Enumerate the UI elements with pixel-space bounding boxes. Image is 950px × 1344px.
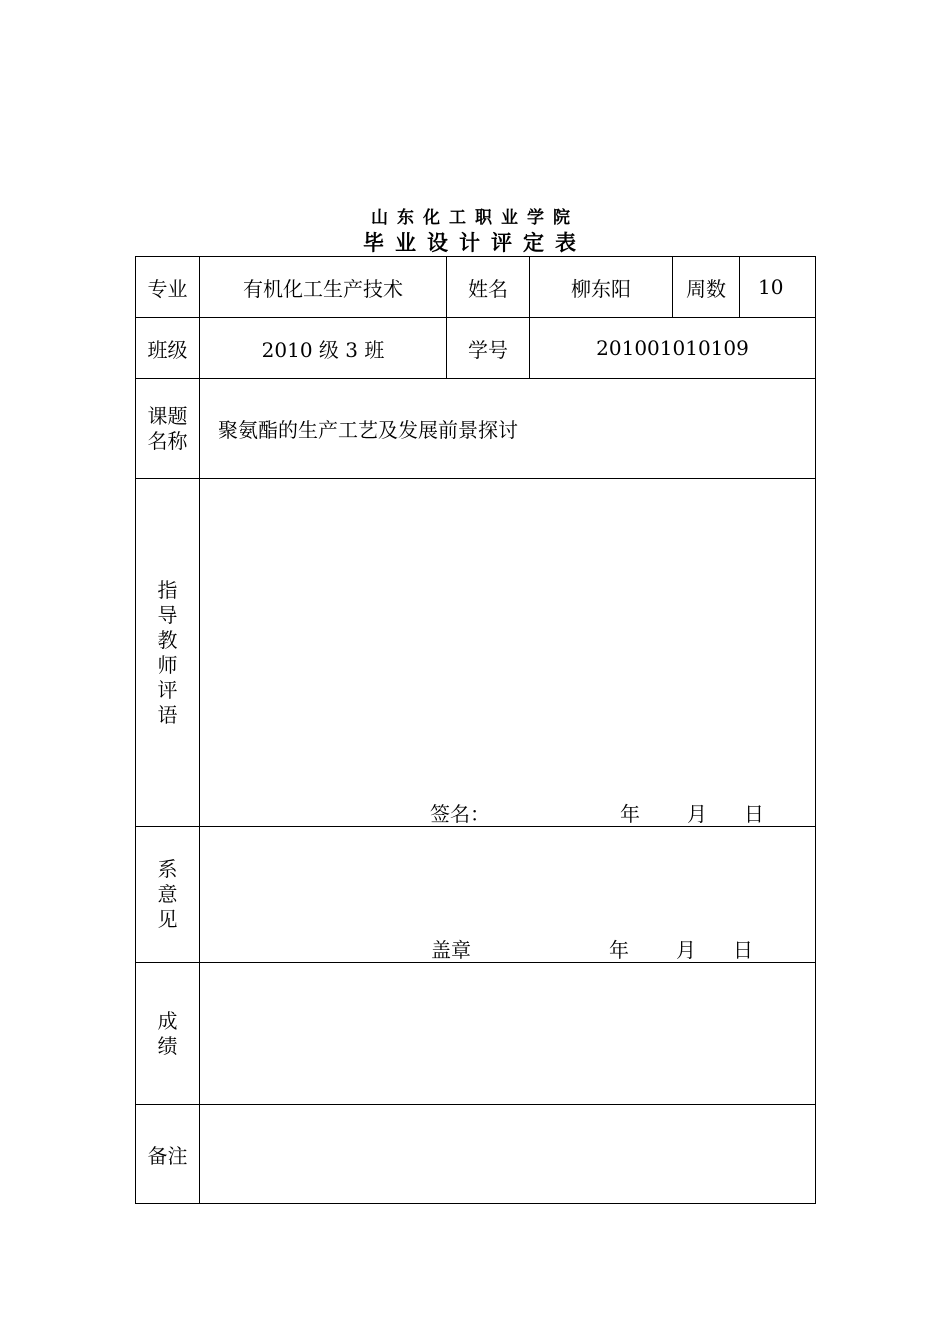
advisor-signature-line [200, 798, 815, 826]
row-class [136, 318, 816, 379]
dept-label-char: 意 [157, 882, 178, 906]
class-label: 班级 [136, 318, 200, 379]
grade-area[interactable] [200, 963, 816, 1105]
form-title: 毕业设计评定表 [363, 231, 587, 255]
student-id-value: 201001010109 [530, 318, 816, 379]
year-label: 年 [609, 938, 629, 962]
day-label: 日 [744, 802, 764, 826]
advisor-label-char: 师 [157, 652, 178, 677]
row-grade [136, 963, 816, 1105]
class-value: 2010 级 3 班 [200, 318, 447, 379]
topic-value: 聚氨酯的生产工艺及发展前景探讨 [200, 379, 816, 479]
weeks-label: 周数 [673, 257, 740, 318]
row-advisor-comments [136, 479, 816, 827]
advisor-label-char: 语 [157, 702, 178, 727]
evaluation-form-table [135, 256, 816, 1204]
weeks-value: 10 [740, 257, 816, 318]
dept-label-char: 系 [157, 857, 178, 881]
topic-label-line1: 课题 [147, 403, 188, 428]
day-label: 日 [733, 938, 753, 962]
dept-label-char: 见 [157, 907, 178, 931]
row-major [136, 257, 816, 318]
row-remarks [136, 1105, 816, 1204]
department-opinion-label [136, 827, 200, 963]
department-stamp-line [200, 934, 815, 962]
department-opinion-area[interactable] [200, 827, 816, 963]
grade-label [136, 963, 200, 1105]
name-value: 柳东阳 [530, 257, 673, 318]
stamp-label: 盖章 [431, 938, 471, 962]
remarks-label: 备注 [136, 1105, 200, 1204]
school-name: 山东化工职业学院 [371, 208, 579, 228]
major-value: 有机化工生产技术 [200, 257, 447, 318]
remarks-area[interactable] [200, 1105, 816, 1204]
row-topic [136, 379, 816, 479]
advisor-label-char: 导 [157, 602, 178, 627]
month-label: 月 [687, 802, 707, 826]
topic-label [136, 379, 200, 479]
student-id-label: 学号 [447, 318, 530, 379]
major-label: 专业 [136, 257, 200, 318]
row-department-opinion [136, 827, 816, 963]
year-label: 年 [620, 802, 640, 826]
signature-label: 签名： [430, 802, 490, 826]
advisor-comments-label [136, 479, 200, 827]
month-label: 月 [676, 938, 696, 962]
advisor-label-char: 评 [157, 677, 178, 702]
advisor-label-char: 教 [157, 627, 178, 652]
topic-label-line2: 名称 [147, 428, 188, 453]
grade-label-char: 绩 [157, 1033, 178, 1058]
advisor-comments-area[interactable] [200, 479, 816, 827]
name-label: 姓名 [447, 257, 530, 318]
advisor-label-char: 指 [157, 577, 178, 602]
grade-label-char: 成 [157, 1008, 178, 1033]
